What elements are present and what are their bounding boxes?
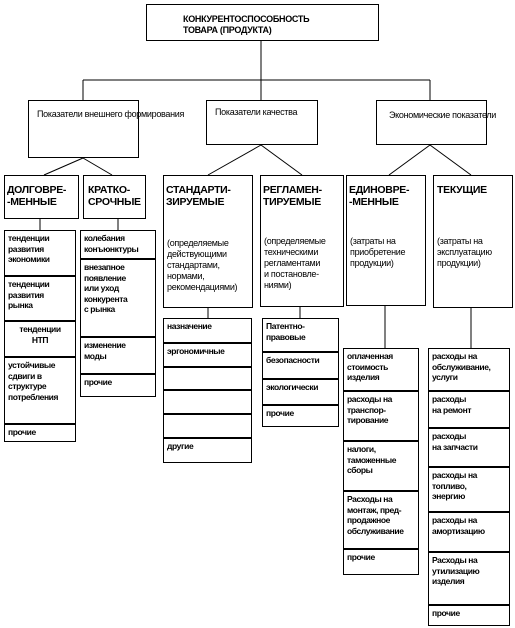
list-item: расходы на амортизацию: [428, 512, 510, 552]
root-title-line2: ТОВАРА (ПРОДУКТА): [183, 25, 272, 35]
list-item: внезапное появление или уход конкурента с рынка: [80, 259, 156, 337]
list-item: тенденции развития рынка: [4, 276, 76, 321]
list-item: Расходы на монтаж, пред- продажное обслуживание: [343, 491, 419, 549]
category-long-term-label: ДОЛГОВРЕ- -МЕННЫЕ: [7, 184, 67, 208]
list-item: Расходы на утилизацию изделия: [428, 552, 510, 605]
list-item: расходы на топливо, энергию: [428, 467, 510, 512]
list-item: экологически: [262, 379, 339, 405]
list-item: прочие: [262, 405, 339, 427]
list-item: [163, 367, 252, 390]
list-item: устойчивые сдвиги в структуре потребления: [4, 357, 76, 424]
list-item: прочие: [343, 549, 419, 575]
list-item: изменение моды: [80, 337, 156, 374]
category-standardized-label: СТАНДАРТИ- ЗИРУЕМЫЕ: [166, 184, 231, 208]
list-item: расходы на ремонт: [428, 391, 510, 428]
list-item: назначение: [163, 318, 252, 343]
list-item: прочие: [80, 374, 156, 397]
category-one-time: [346, 175, 426, 306]
root-title-line1: КОНКУРЕНТОСПОСОБНОСТЬ: [183, 14, 310, 24]
list-item: [163, 390, 252, 414]
category-short-term-label: КРАТКО- СРОЧНЫЕ: [88, 184, 141, 208]
group-economic-label: Экономические показатели: [389, 110, 497, 120]
root-box: [146, 4, 379, 41]
category-standardized-note: (определяемые действующими стандартами, нормами, рекомендациями): [167, 238, 238, 292]
category-current-label: ТЕКУЩИЕ: [437, 184, 487, 196]
list-item: тенденции развития экономики: [4, 230, 76, 276]
category-standardized: [163, 175, 253, 308]
category-regulated-note: (определяемые техническими регламентами и постановле- ниями): [264, 236, 326, 290]
list-item: расходы на обслуживание, услуги: [428, 348, 510, 391]
category-long-term: [4, 175, 79, 219]
category-one-time-note: (затраты на приобретение продукции): [350, 236, 406, 268]
list-item: прочие: [4, 424, 76, 442]
category-one-time-label: ЕДИНОВРЕ- -МЕННЫЕ: [349, 184, 410, 208]
group-external: [28, 100, 185, 158]
group-quality: [206, 100, 318, 145]
list-item: расходы на транспор- тирование: [343, 391, 419, 441]
category-current-note: (затраты на эксплуатацию продукции): [437, 236, 492, 268]
list-item: безопасности: [262, 352, 339, 379]
list-item: тенденции НТП: [4, 321, 76, 357]
list-item: другие: [163, 438, 252, 463]
category-regulated-label: РЕГЛАМЕН- ТИРУЕМЫЕ: [263, 184, 322, 208]
list-item: Патентно- правовые: [262, 318, 339, 352]
category-regulated: [260, 175, 344, 307]
group-quality-label: Показатели качества: [215, 107, 298, 117]
group-external-label: Показатели внешнего формирования: [37, 109, 185, 119]
list-item: колебания конъюнктуры: [80, 230, 156, 259]
list-item: прочие: [428, 605, 510, 626]
list-item: налоги, таможенные сборы: [343, 441, 419, 491]
list-item: эргономичные: [163, 343, 252, 367]
list-item: оплаченная стоимость изделия: [343, 348, 419, 391]
list-item: [163, 414, 252, 438]
category-short-term: [83, 175, 146, 219]
category-current: [433, 175, 513, 308]
group-economic: [376, 100, 497, 145]
list-item: расходы на запчасти: [428, 428, 510, 467]
